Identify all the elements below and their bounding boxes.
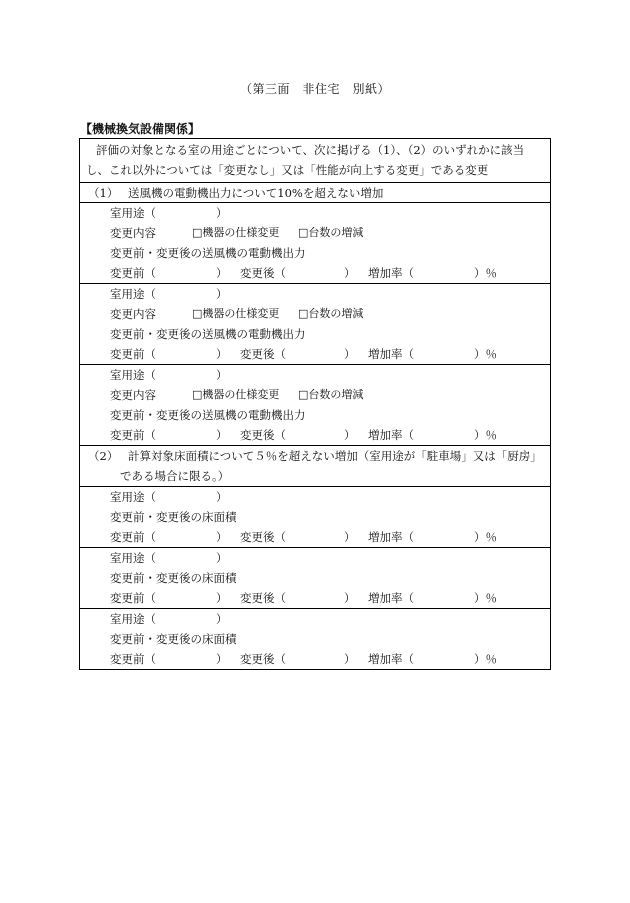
section2-title-line2: である場合に限る。）	[120, 469, 230, 483]
rate-close: ）％	[474, 266, 497, 280]
room-use-close: ）	[216, 551, 228, 565]
room-use-label: 室用途（	[110, 287, 156, 301]
after-label: 変更後（	[240, 530, 286, 544]
after-label: 変更後（	[240, 652, 286, 666]
count-change-checkbox[interactable]: □台数の増減	[298, 226, 364, 239]
change-content-label: 変更内容	[110, 226, 156, 240]
spec-change-checkbox[interactable]: □機器の仕様変更	[192, 307, 280, 320]
before-close: ）	[216, 652, 228, 666]
room-use-label: 室用途（	[110, 368, 156, 382]
after-close: ）	[344, 530, 356, 544]
before-label: 変更前（	[110, 266, 156, 280]
intro-line-1: 評価の対象となる室の用途ごとについて、次に掲げる（1）、（2）のいずれかに該当	[96, 143, 525, 157]
room-use-label: 室用途（	[110, 551, 156, 565]
rate-label: 増加率（	[368, 652, 414, 666]
section-title: 【機械換気設備関係】	[80, 122, 201, 136]
floor-entry-3	[80, 609, 550, 669]
intro-line-2: し、これ以外については「変更なし」又は「性能が向上する変更」である変更	[86, 163, 489, 177]
section1-heading	[80, 183, 550, 203]
before-close: ）	[216, 591, 228, 605]
before-label: 変更前（	[110, 347, 156, 361]
rate-close: ）％	[474, 428, 497, 442]
fan-entry-1	[80, 203, 550, 284]
section1-title: 送風機の電動機出力について10%を超えない増加	[128, 186, 384, 200]
after-close: ）	[344, 652, 356, 666]
after-close: ）	[344, 266, 356, 280]
floor-entry-1	[80, 487, 550, 548]
count-change-checkbox[interactable]: □台数の増減	[298, 307, 364, 320]
measure-label: 変更前・変更後の送風機の電動機出力	[110, 246, 306, 260]
section1-number: （1）	[88, 186, 119, 200]
spec-change-checkbox[interactable]: □機器の仕様変更	[192, 226, 280, 239]
before-label: 変更前（	[110, 652, 156, 666]
fan-entry-2	[80, 284, 550, 365]
page-header: （第三面 非住宅 別紙）	[239, 82, 390, 96]
measure-label: 変更前・変更後の送風機の電動機出力	[110, 327, 306, 341]
room-use-close: ）	[216, 206, 228, 220]
count-change-checkbox[interactable]: □台数の増減	[298, 388, 364, 401]
after-label: 変更後（	[240, 347, 286, 361]
rate-label: 増加率（	[368, 347, 414, 361]
before-close: ）	[216, 530, 228, 544]
rate-label: 増加率（	[368, 266, 414, 280]
after-close: ）	[344, 428, 356, 442]
rate-label: 増加率（	[368, 591, 414, 605]
section2-title-line1: 計算対象床面積について５％を超えない増加（室用途が「駐車場」又は「厨房」	[128, 449, 542, 463]
after-label: 変更後（	[240, 591, 286, 605]
before-close: ）	[216, 266, 228, 280]
measure-label: 変更前・変更後の送風機の電動機出力	[110, 408, 306, 422]
room-use-close: ）	[216, 612, 228, 626]
rate-close: ）％	[474, 530, 497, 544]
after-close: ）	[344, 347, 356, 361]
floor-entry-2	[80, 548, 550, 609]
change-content-label: 変更内容	[110, 388, 156, 402]
ventilation-form-table	[79, 138, 551, 670]
change-content-label: 変更内容	[110, 307, 156, 321]
room-use-close: ）	[216, 368, 228, 382]
measure-label: 変更前・変更後の床面積	[110, 571, 237, 585]
after-label: 変更後（	[240, 428, 286, 442]
rate-label: 増加率（	[368, 530, 414, 544]
spec-change-checkbox[interactable]: □機器の仕様変更	[192, 388, 280, 401]
room-use-close: ）	[216, 490, 228, 504]
after-label: 変更後（	[240, 266, 286, 280]
fan-entry-3	[80, 365, 550, 446]
before-label: 変更前（	[110, 428, 156, 442]
after-close: ）	[344, 591, 356, 605]
rate-close: ）％	[474, 652, 497, 666]
room-use-close: ）	[216, 287, 228, 301]
rate-close: ）％	[474, 591, 497, 605]
before-close: ）	[216, 347, 228, 361]
measure-label: 変更前・変更後の床面積	[110, 510, 237, 524]
section2-number: （2）	[88, 449, 119, 463]
rate-close: ）％	[474, 347, 497, 361]
measure-label: 変更前・変更後の床面積	[110, 632, 237, 646]
rate-label: 増加率（	[368, 428, 414, 442]
intro-cell	[80, 139, 550, 183]
room-use-label: 室用途（	[110, 490, 156, 504]
before-label: 変更前（	[110, 591, 156, 605]
room-use-label: 室用途（	[110, 612, 156, 626]
section2-heading	[80, 446, 550, 487]
before-close: ）	[216, 428, 228, 442]
before-label: 変更前（	[110, 530, 156, 544]
room-use-label: 室用途（	[110, 206, 156, 220]
